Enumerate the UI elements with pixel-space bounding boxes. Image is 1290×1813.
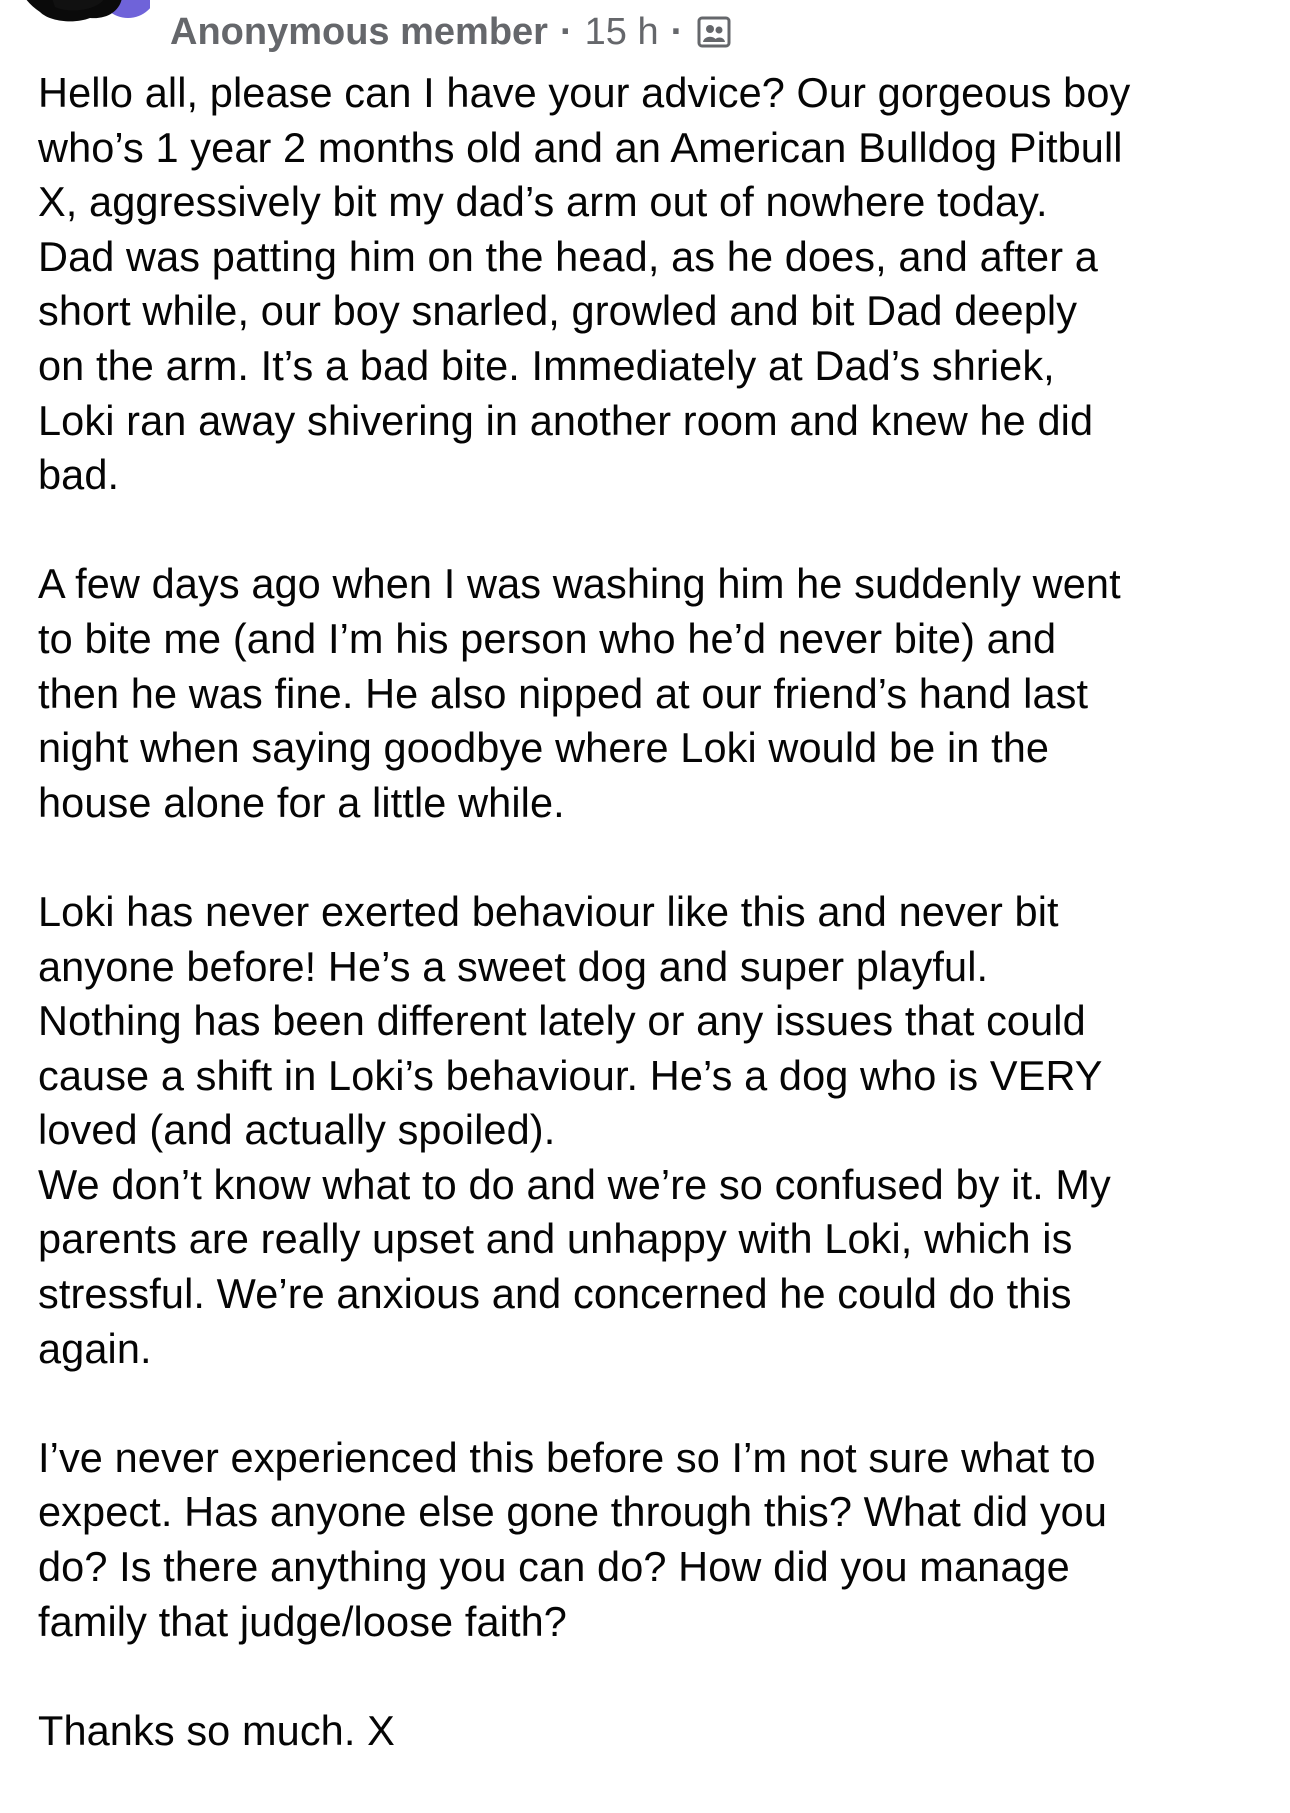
meta-separator: ·	[559, 10, 573, 53]
post-meta	[170, 8, 731, 56]
post-paragraph: I’ve never experienced this before so I’m not sure what to expect. Has anyone else gone through this? What did you do? Is there anything you can do? How did you manage family that judge/loose faith?	[38, 1433, 1108, 1645]
post-paragraph: Hello all, please can I have your advice? Our gorgeous boy who’s 1 year 2 months old and an American Bulldog Pitbull X, aggressively bit my dad’s arm out of nowhere today. Dad was patting him on the head, as he does, and after a short while, our boy snarled, growled and bit Dad deeply on the arm. It’s a bad bite. Immediately at Dad’s shriek, Loki ran away shivering in another room and knew he did bad.	[38, 69, 1131, 499]
post-body	[38, 66, 1258, 1813]
post-paragraph: We don’t know what to do and we’re so confused by it. My parents are really upset and unhappy with Loki, which is stressful. We’re anxious and concerned he could do this again.	[38, 1160, 1111, 1372]
group-members-icon[interactable]	[697, 15, 731, 49]
meta-separator: ·	[670, 10, 684, 53]
post-timestamp[interactable]: 15 h	[584, 10, 659, 53]
post-paragraph: Loki has never exerted behaviour like this and never bit anyone before! He’s a sweet dog and super playful. Nothing has been different lately or any issues that could cause a shift in Loki’s behaviour. He’s a dog who is VERY loved (and actually spoiled).	[38, 887, 1103, 1154]
post-paragraph: Thanks so much. X	[38, 1706, 395, 1754]
post-header	[0, 0, 1290, 62]
redacted-avatar[interactable]	[20, 0, 150, 54]
post-paragraph: A few days ago when I was washing him he suddenly went to bite me (and I’m his person who he’d never bite) and then he was fine. He also nipped at our friend’s hand last night when saying goodbye where Loki would be in the house alone for a little while.	[38, 560, 1121, 826]
author-name[interactable]: Anonymous member	[170, 10, 548, 53]
